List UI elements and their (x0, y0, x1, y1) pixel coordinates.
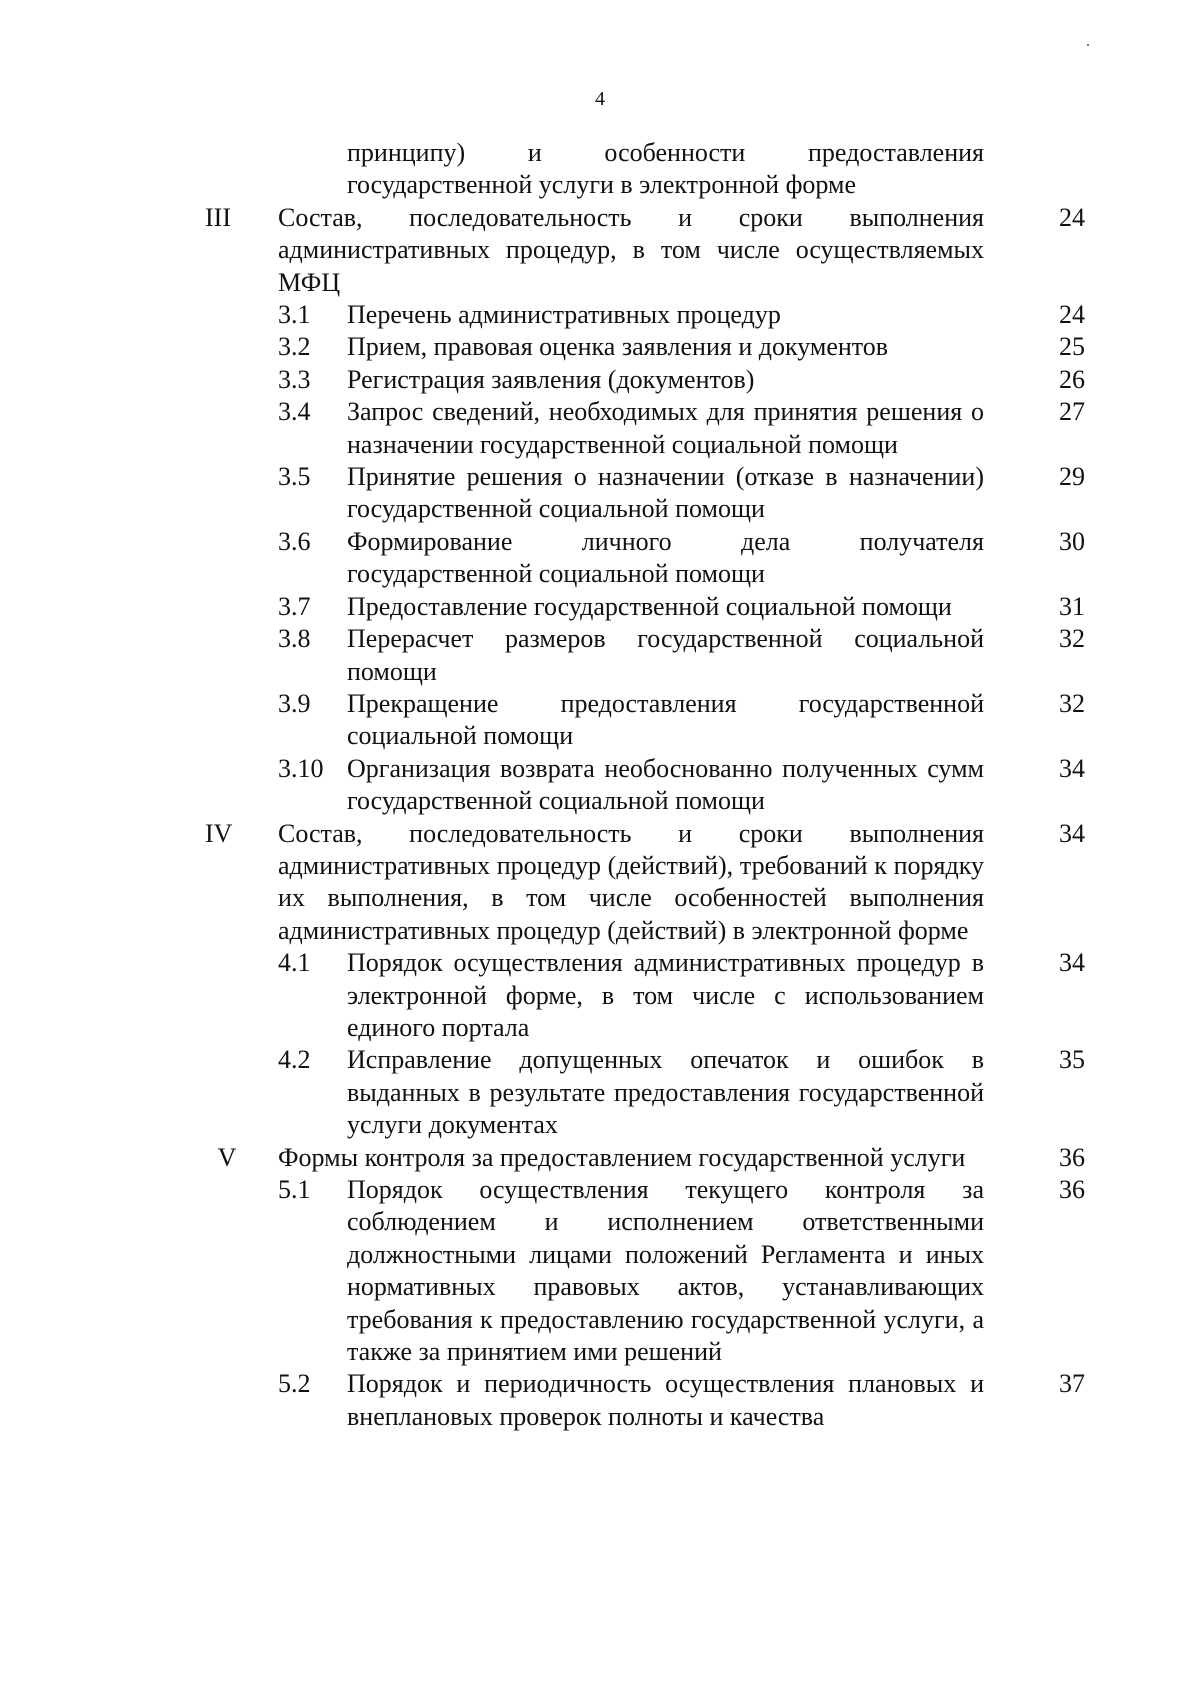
item-page: 35 (1059, 1045, 1085, 1075)
item-page: 37 (1059, 1369, 1085, 1399)
section-title: Формы контроля за предоставлением государственной услуги (278, 1142, 966, 1172)
item-number: 3.10 (278, 753, 324, 783)
toc-item-row (0, 753, 1200, 818)
item-page: 26 (1059, 364, 1085, 394)
item-number: 3.1 (278, 300, 311, 330)
item-number: 3.6 (278, 526, 311, 556)
item-title: Исправление допущенных опечаток и ошибок в выданных в результате предоставления государственной услуги документах (347, 1045, 984, 1140)
toc-item-row (0, 1044, 1200, 1141)
item-title: Предоставление государственной социальной помощи (347, 591, 952, 621)
item-page: 32 (1059, 624, 1085, 654)
toc-item-row (0, 331, 1200, 363)
item-page: 36 (1059, 1175, 1085, 1204)
toc-section-row (0, 818, 1200, 948)
item-page: 30 (1059, 526, 1085, 556)
table-of-contents (0, 137, 1200, 1433)
item-number: 4.2 (278, 1045, 311, 1075)
toc-item-row (0, 623, 1200, 688)
toc-section-row (0, 202, 1200, 299)
item-page: 34 (1059, 948, 1085, 978)
toc-item-row (0, 461, 1200, 526)
item-number: 3.8 (278, 624, 311, 654)
section-page: 34 (1059, 818, 1085, 848)
item-title: Порядок осуществления административных процедур в электронной форме, в том числе с использованием единого портала (347, 948, 984, 1042)
toc-continuation-text: принципу) и особенности предоставления государственной услуги в электронной форме (347, 138, 984, 200)
item-number: 3.2 (278, 332, 311, 362)
item-page: 29 (1059, 462, 1085, 492)
item-page: 31 (1059, 591, 1085, 621)
section-numeral: V (217, 1142, 237, 1172)
item-title: Порядок осуществления текущего контроля за соблюдением и исполнением ответственными должностными лицами положений Регламента и иных нормативных правовых актов, устанавливающих требования к предоставлению государственной услуги, а также за принятием ими решений (347, 1175, 984, 1367)
toc-item-row (0, 591, 1200, 623)
section-numeral: IV (205, 818, 233, 848)
item-number: 3.4 (278, 397, 311, 427)
toc-continuation (0, 137, 1200, 202)
item-title: Принятие решения о назначении (отказе в назначении) государственной социальной помощи (347, 462, 984, 524)
section-page: 24 (1059, 202, 1085, 232)
item-title: Перечень административных процедур (347, 300, 781, 330)
item-number: 3.3 (278, 364, 311, 394)
item-title: Запрос сведений, необходимых для принятия решения о назначении государственной социальной помощи (347, 397, 984, 459)
item-page: 24 (1059, 300, 1085, 330)
toc-item-row (0, 947, 1200, 1044)
toc-item-row (0, 1174, 1200, 1368)
toc-section-row (0, 1142, 1200, 1174)
toc-item-row (0, 526, 1200, 591)
item-page: 32 (1059, 688, 1085, 718)
section-title: Состав, последовательность и сроки выполнения административных процедур, в том числе осуществляемых МФЦ (278, 202, 984, 297)
toc-item-row (0, 396, 1200, 461)
page-number: 4 (595, 88, 605, 110)
item-page: 27 (1059, 397, 1085, 427)
section-page: 36 (1059, 1142, 1085, 1172)
section-title: Состав, последовательность и сроки выполнения административных процедур (действий), требований к порядку их выполнения, в том числе особенностей выполнения административных процедур (действий) в электронной форме (278, 818, 984, 945)
toc-item-row (0, 299, 1200, 331)
item-number: 4.1 (278, 948, 311, 978)
item-title: Прием, правовая оценка заявления и документов (347, 332, 889, 362)
item-page: 34 (1059, 753, 1085, 783)
item-number: 3.7 (278, 591, 311, 621)
item-number: 5.1 (278, 1175, 311, 1204)
toc-item-row (0, 688, 1200, 753)
item-number: 3.5 (278, 462, 311, 492)
toc-item-row (0, 1368, 1200, 1433)
item-title: Организация возврата необоснованно полученных сумм государственной социальной помощи (347, 753, 984, 816)
item-number: 3.9 (278, 688, 311, 718)
item-title: Регистрация заявления (документов) (347, 364, 755, 394)
toc-item-row (0, 364, 1200, 396)
section-numeral: III (205, 202, 231, 232)
item-page: 25 (1059, 332, 1085, 362)
item-title: Формирование личного дела получателя государственной социальной помощи (347, 526, 984, 589)
item-title: Перерасчет размеров государственной социальной помощи (347, 624, 984, 686)
item-title: Порядок и периодичность осуществления плановых и внеплановых проверок полноты и качества (347, 1369, 984, 1431)
scan-speck (1087, 44, 1089, 46)
item-title: Прекращение предоставления государственной социальной помощи (347, 688, 984, 751)
item-number: 5.2 (278, 1369, 311, 1399)
